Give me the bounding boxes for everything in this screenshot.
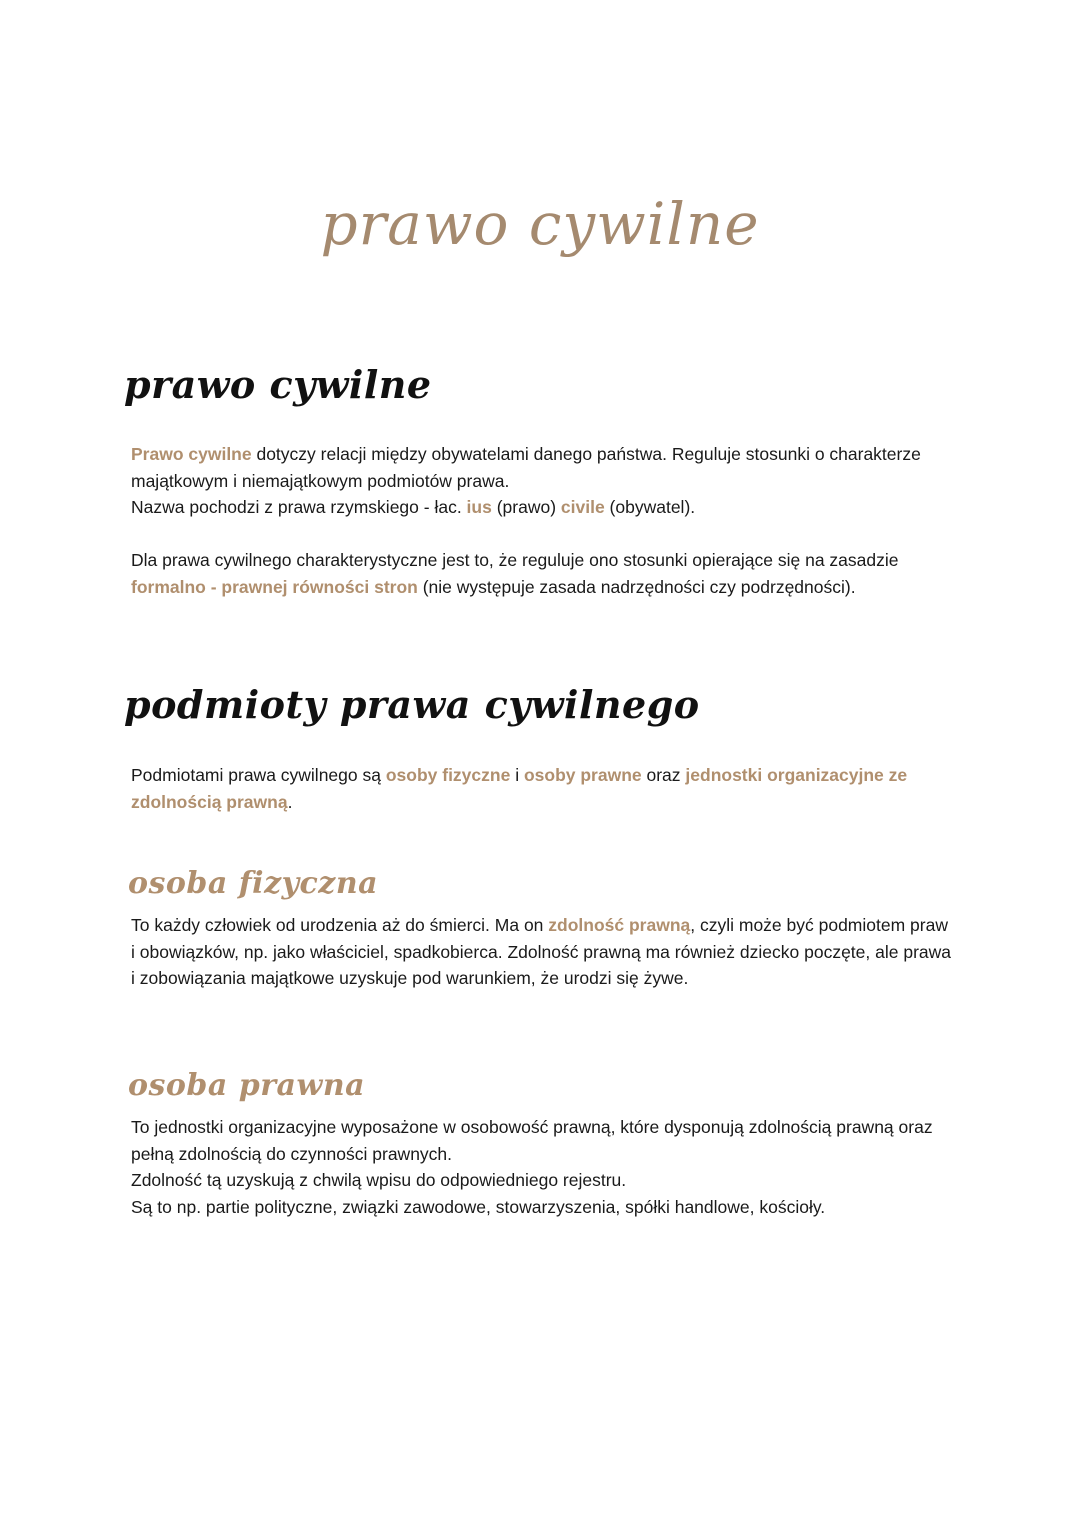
- subheading-osoba-prawna: osoba prawna: [128, 1068, 366, 1103]
- paragraph-definition: [131, 441, 951, 494]
- paragraph-osoba-fizyczna: [131, 912, 951, 992]
- text-segment: dotyczy relacji między obywatelami danego państwa. Reguluje stosunki o charakterze majątkowym i niemajątkowym podmiotów prawa.: [131, 444, 921, 491]
- highlight-osoby-fizyczne: osoby fizyczne: [385, 765, 511, 785]
- text-segment: .: [287, 791, 293, 812]
- text-segment: Nazwa pochodzi z prawa rzymskiego - łac.: [131, 497, 467, 517]
- highlight-zdolnosc-prawna: zdolność prawną: [548, 915, 691, 935]
- subheading-osoba-fizyczna: osoba fizyczna: [128, 866, 379, 901]
- highlight-jednostki: jednostki organizacyjne ze zdolnością prawną: [131, 765, 908, 812]
- highlight-osoby-prawne: osoby prawne: [523, 765, 642, 785]
- text-segment: To każdy człowiek od urodzenia aż do śmierci. Ma on: [131, 915, 549, 935]
- text-line: Zdolność tą uzyskują z chwilą wpisu do odpowiedniego rejestru.: [131, 1170, 627, 1190]
- text-segment: i: [510, 765, 524, 785]
- paragraph-osoba-prawna: [131, 1114, 951, 1220]
- text-segment: Podmiotami prawa cywilnego są: [131, 765, 386, 785]
- page-title: prawo cywilne: [320, 190, 760, 258]
- text-segment: , czyli może być podmiotem praw i obowiązków, np. jako właściciel, spadkobierca. Zdolność prawną ma również dziecko poczęte, ale prawa i zobowiązania majątkowe uzyskuje pod warunkiem, że urodzi się żywe.: [131, 915, 951, 988]
- text-segment: (prawo): [491, 497, 561, 517]
- text-line: To jednostki organizacyjne wyposażone w osobowość prawną, które dysponują zdolnością prawną oraz pełną zdolnością do czynności prawnych.: [131, 1117, 933, 1164]
- text-segment: (nie występuje zasada nadrzędności czy podrzędności).: [417, 576, 856, 597]
- text-segment: (obywatel).: [604, 497, 696, 517]
- paragraph-etymology: [131, 494, 951, 521]
- paragraph-characteristics: [131, 547, 951, 600]
- highlight-prawo-cywilne: Prawo cywilne: [131, 444, 252, 464]
- paragraph-podmioty: [131, 762, 951, 815]
- highlight-civile: civile: [560, 497, 605, 517]
- highlight-ius: ius: [466, 497, 492, 517]
- text-segment: Dla prawa cywilnego charakterystyczne jest to, że reguluje ono stosunki opierające się na zasadzie: [131, 550, 899, 570]
- text-line: Są to np. partie polityczne, związki zawodowe, stowarzyszenia, spółki handlowe, kościoły.: [131, 1196, 826, 1217]
- section-heading-prawo-cywilne: prawo cywilne: [124, 362, 432, 407]
- section-heading-podmioty: podmioty prawa cywilnego: [124, 682, 700, 727]
- text-segment: oraz: [641, 765, 686, 785]
- highlight-rownosc-stron: formalno - prawnej równości stron: [131, 576, 418, 597]
